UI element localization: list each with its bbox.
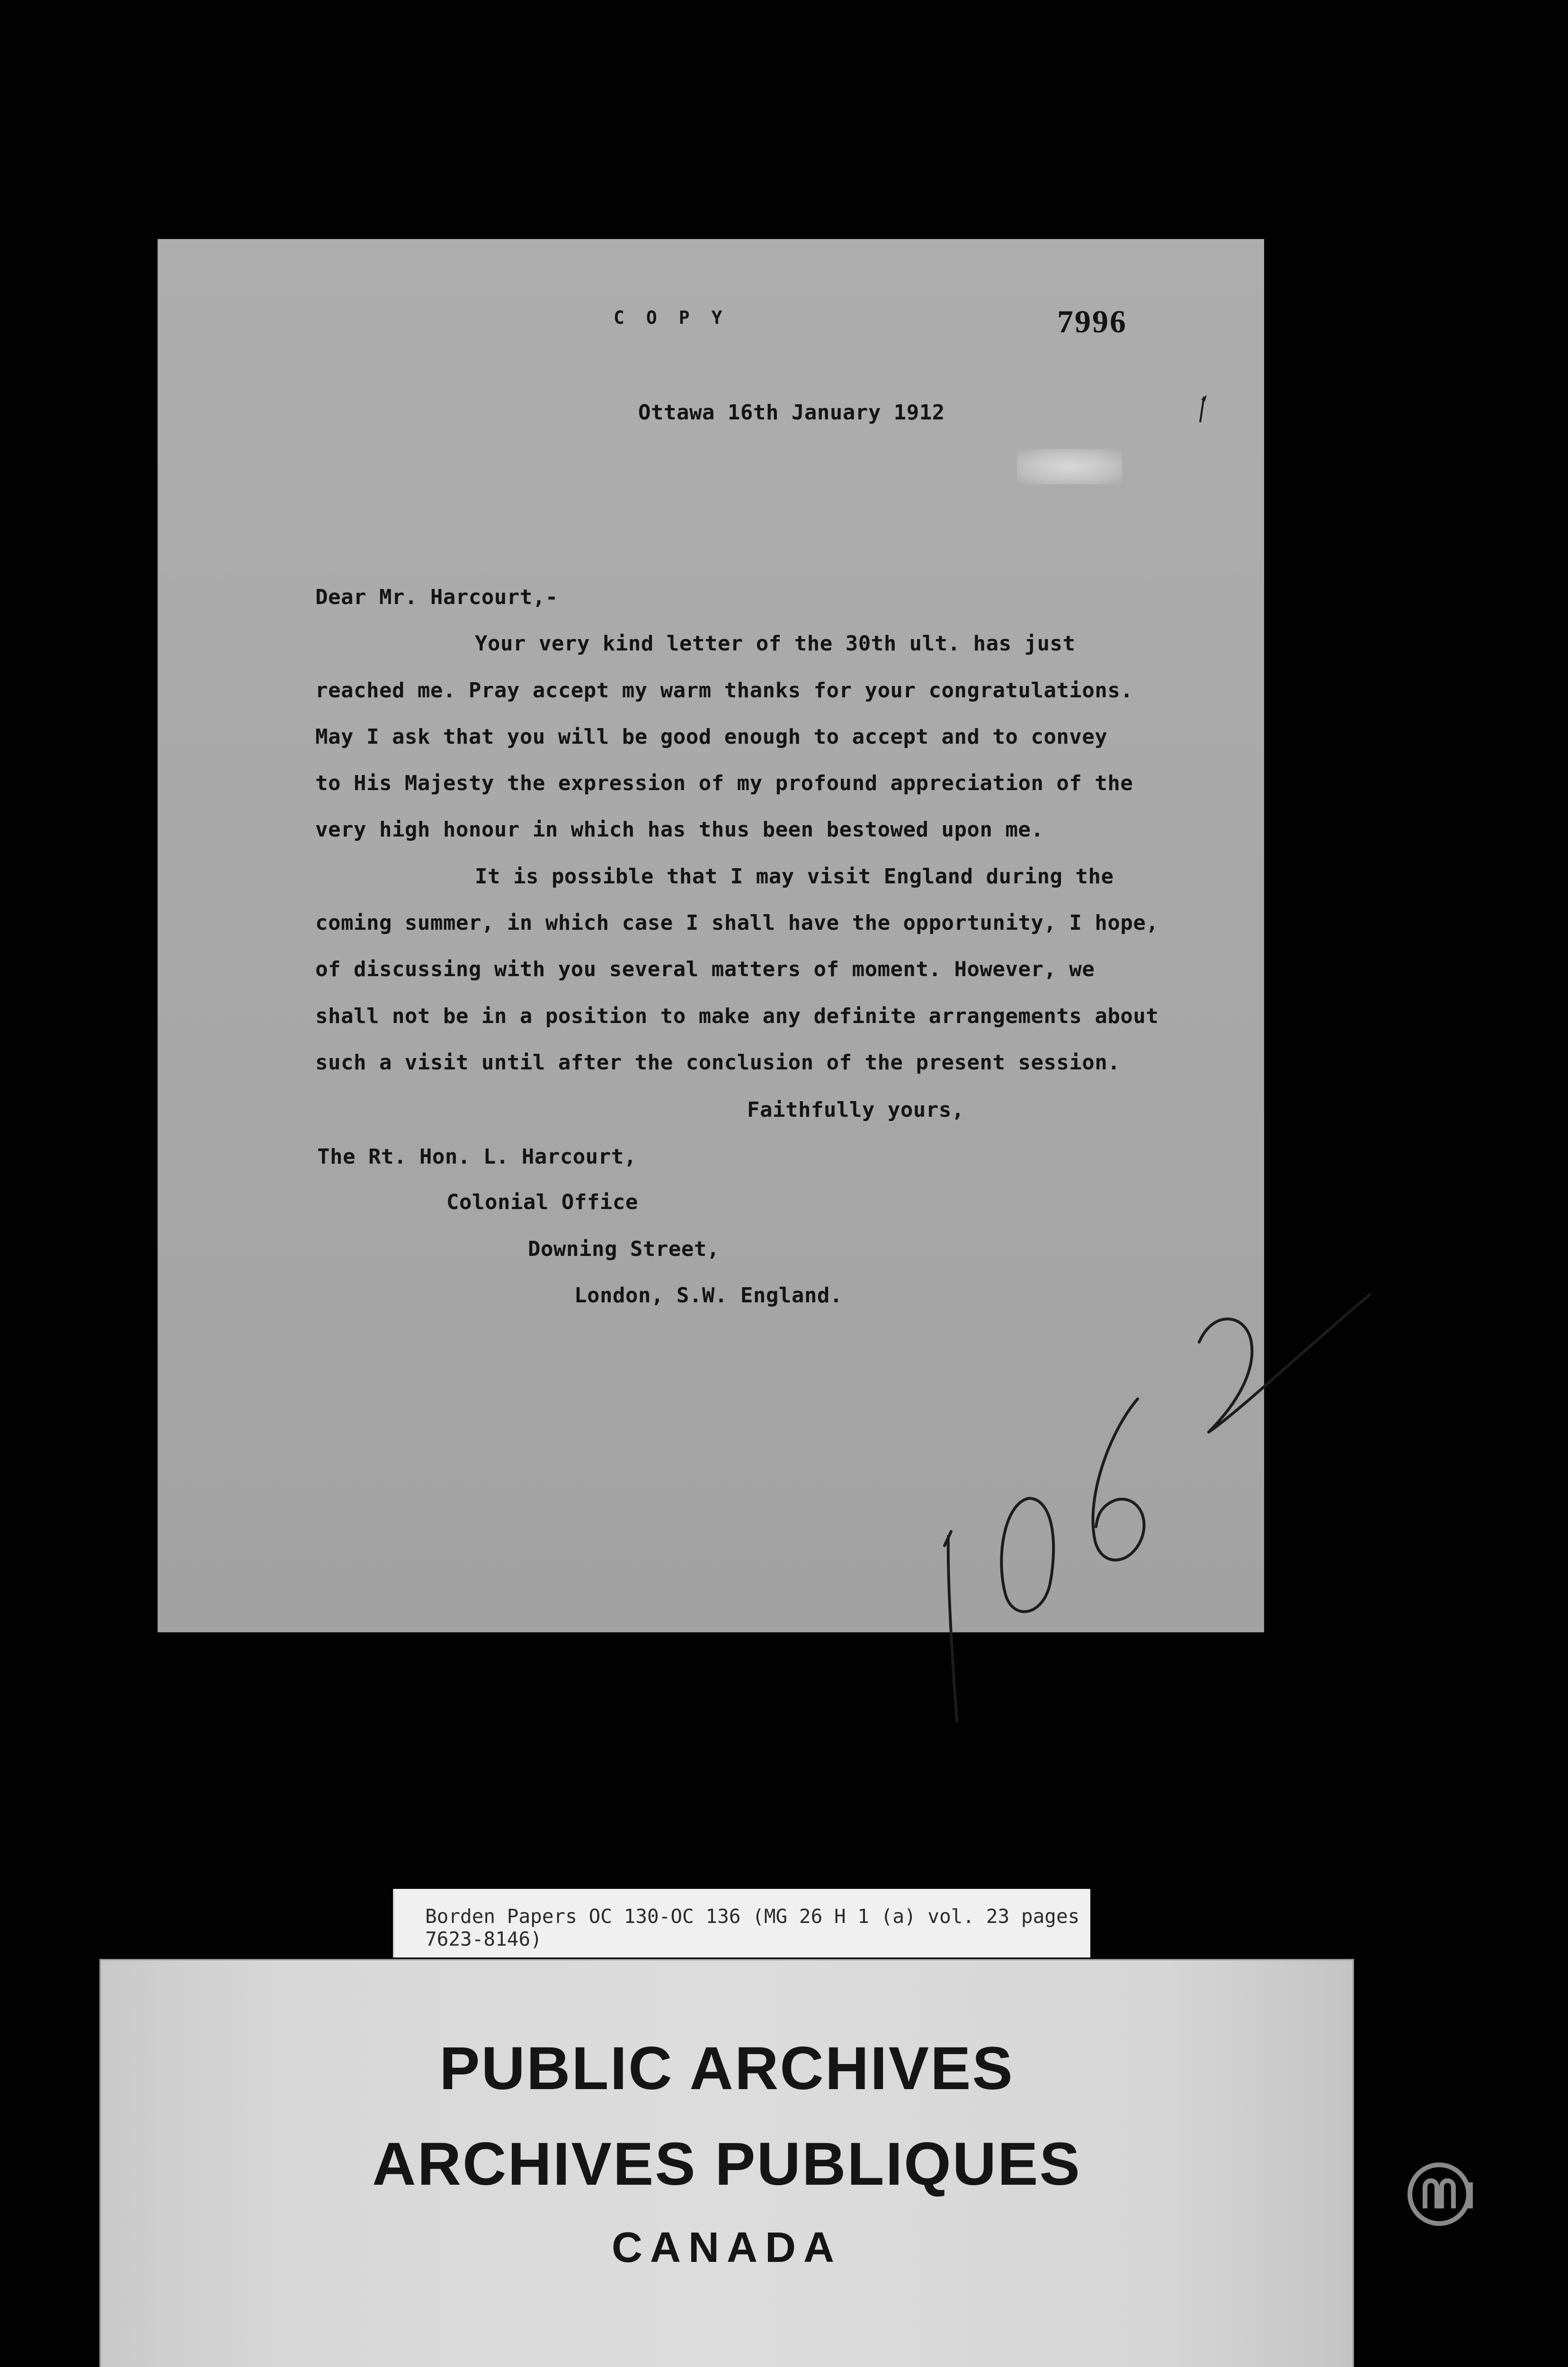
body-line: coming summer, in which case I shall have the opportunity, I hope,: [315, 911, 1159, 935]
salutation: Dear Mr. Harcourt,-: [315, 585, 558, 609]
letter-date: Ottawa 16th January 1912: [638, 400, 945, 425]
body-line: of discussing with you several matters of moment. However, we: [315, 957, 1095, 981]
body-line: reached me. Pray accept my warm thanks for your congratulations.: [315, 678, 1133, 703]
address-line: London, S.W. England.: [574, 1283, 843, 1308]
letter-sheet: [158, 239, 1264, 1632]
body-line: such a visit until after the conclusion of the present session.: [315, 1050, 1121, 1075]
copy-label: COPY: [614, 307, 744, 328]
body-line: to His Majesty the expression of my profound appreciation of the: [315, 771, 1133, 795]
archives-title-fr: ARCHIVES PUBLIQUES: [372, 2130, 1081, 2198]
page-number: 7996: [1057, 303, 1127, 339]
archives-title-en: PUBLIC ARCHIVES: [439, 2035, 1014, 2102]
address-line: The Rt. Hon. L. Harcourt,: [317, 1145, 637, 1169]
body-line: May I ask that you will be good enough to accept and to convey: [315, 725, 1108, 749]
archives-country: CANADA: [612, 2224, 842, 2271]
paper-smudge: [1017, 449, 1122, 484]
microfilm-logo-icon: [1404, 2159, 1475, 2230]
citation-text: Borden Papers OC 130-OC 136 (MG 26 H 1 (a) vol. 23 pages 7623-8146): [425, 1905, 1080, 1950]
citation-label: [393, 1889, 1090, 1958]
pencil-tick-mark: [1194, 393, 1213, 426]
body-line: Your very kind letter of the 30th ult. has just: [475, 632, 1076, 656]
body-line: It is possible that I may visit England during the: [475, 864, 1114, 889]
address-line: Colonial Office: [446, 1190, 638, 1214]
archives-card: [99, 1959, 1354, 2367]
body-line: very high honour in which has thus been bestowed upon me.: [315, 818, 1044, 842]
body-line: shall not be in a position to make any definite arrangements about: [315, 1004, 1159, 1028]
address-line: Downing Street,: [528, 1237, 720, 1261]
handwritten-folio-number: [934, 1233, 1389, 1773]
closing: Faithfully yours,: [747, 1098, 964, 1122]
